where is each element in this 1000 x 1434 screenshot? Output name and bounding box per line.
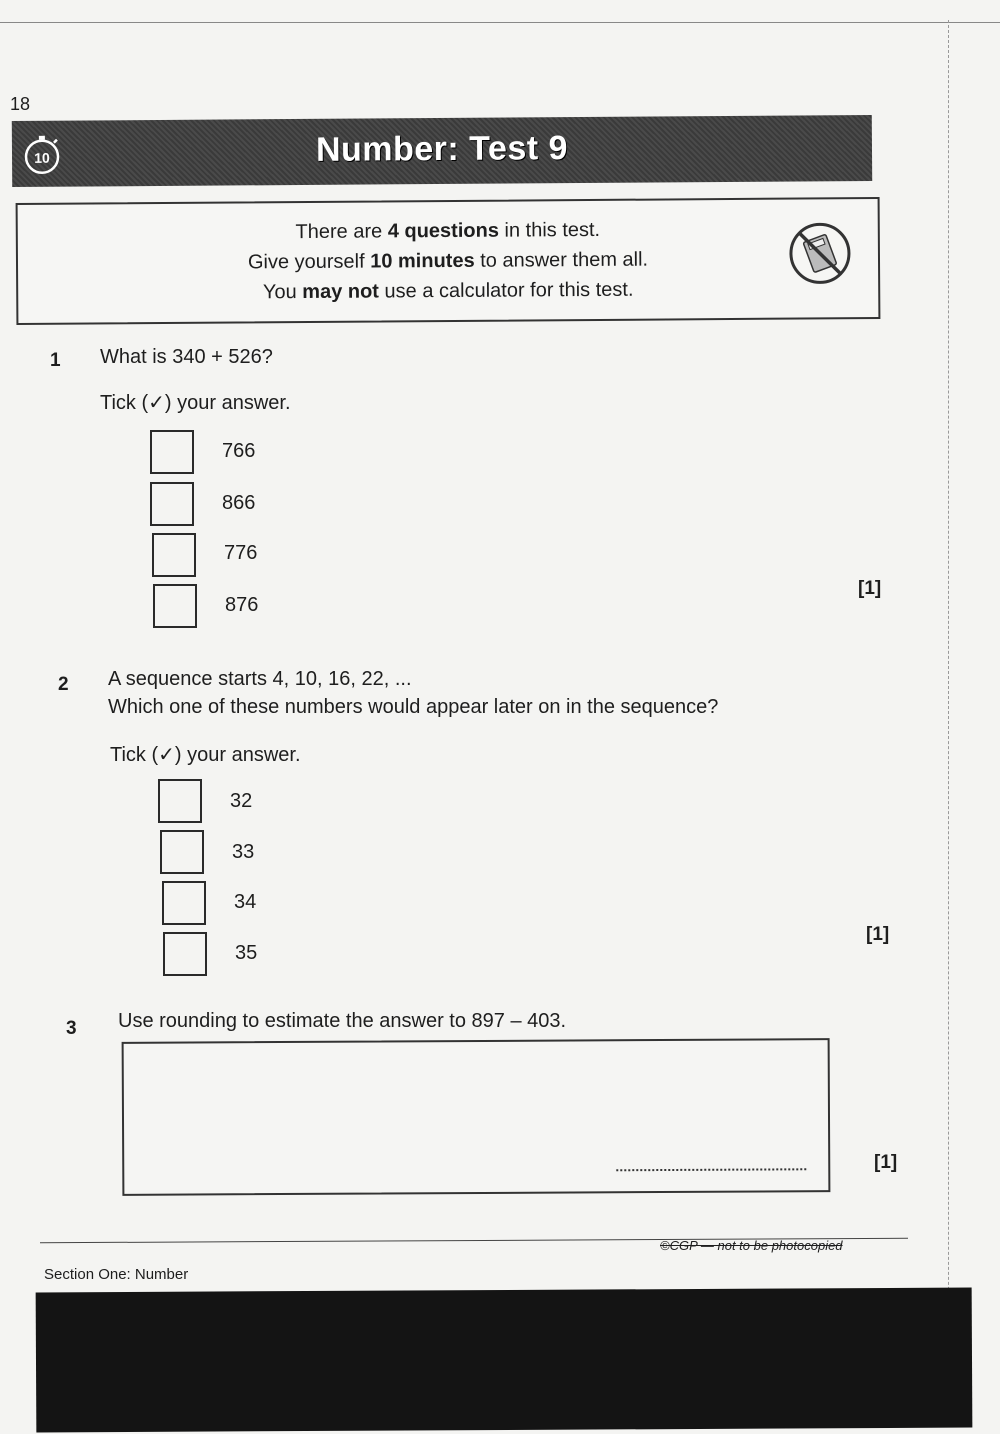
info-line-questions: There are 4 questions in this test. [295,218,601,244]
q2-option-1-label: 32 [230,790,253,812]
q2-option-3-label: 34 [234,891,257,913]
q2-text-line-2: Which one of these numbers would appear later on in the sequence? [108,696,719,718]
right-edge-rule [948,20,949,1380]
q2-option-4-checkbox[interactable] [163,932,207,976]
q3-working-box[interactable] [122,1038,831,1196]
q1-option-1-checkbox[interactable] [150,430,194,474]
info-line-calculator: You may not use a calculator for this test. [262,278,634,304]
q2-mark: [1] [866,924,890,945]
title-bar [12,115,872,187]
no-calculator-icon [788,221,852,285]
q1-option-2-checkbox[interactable] [150,482,194,526]
q2-instruction: Tick (✓) your answer. [110,744,301,766]
q2-option-3-checkbox[interactable] [162,881,206,925]
q1-instruction: Tick (✓) your answer. [100,392,291,414]
q3-text: Use rounding to estimate the answer to 897 – 403. [118,1010,567,1032]
q1-number: 1 [50,350,61,371]
page-title: Number: Test 9 [315,129,569,169]
q2-option-4-label: 35 [235,942,258,964]
q1-mark: [1] [858,578,882,599]
scan-shadow-band [36,1288,973,1433]
q1-option-1-label: 766 [222,440,256,462]
q1-option-3-checkbox[interactable] [152,533,196,577]
top-edge-rule [0,22,1000,23]
q1-text: What is 340 + 526? [100,346,273,368]
q2-option-2-checkbox[interactable] [160,830,204,874]
q1-option-4-label: 876 [225,594,259,616]
q2-option-1-checkbox[interactable] [158,779,202,823]
timer-label: 10 [34,149,50,166]
q1-option-4-checkbox[interactable] [153,584,197,628]
page-number: 18 [10,94,31,114]
q2-text-line-1: A sequence starts 4, 10, 16, 22, ... [108,668,412,690]
q3-mark: [1] [874,1152,898,1173]
q3-number: 3 [66,1018,77,1039]
q2-option-2-label: 33 [232,841,255,863]
q1-option-3-label: 776 [224,542,258,564]
q3-answer-line[interactable] [616,1168,806,1171]
q2-number: 2 [58,674,69,695]
footer-copyright: ©CGP — not to be photocopied [660,1238,843,1253]
instructions-box [16,197,881,325]
q1-option-2-label: 866 [222,492,256,514]
info-line-time: Give yourself 10 minutes to answer them all. [247,248,649,274]
footer-section-label: Section One: Number [44,1266,189,1283]
